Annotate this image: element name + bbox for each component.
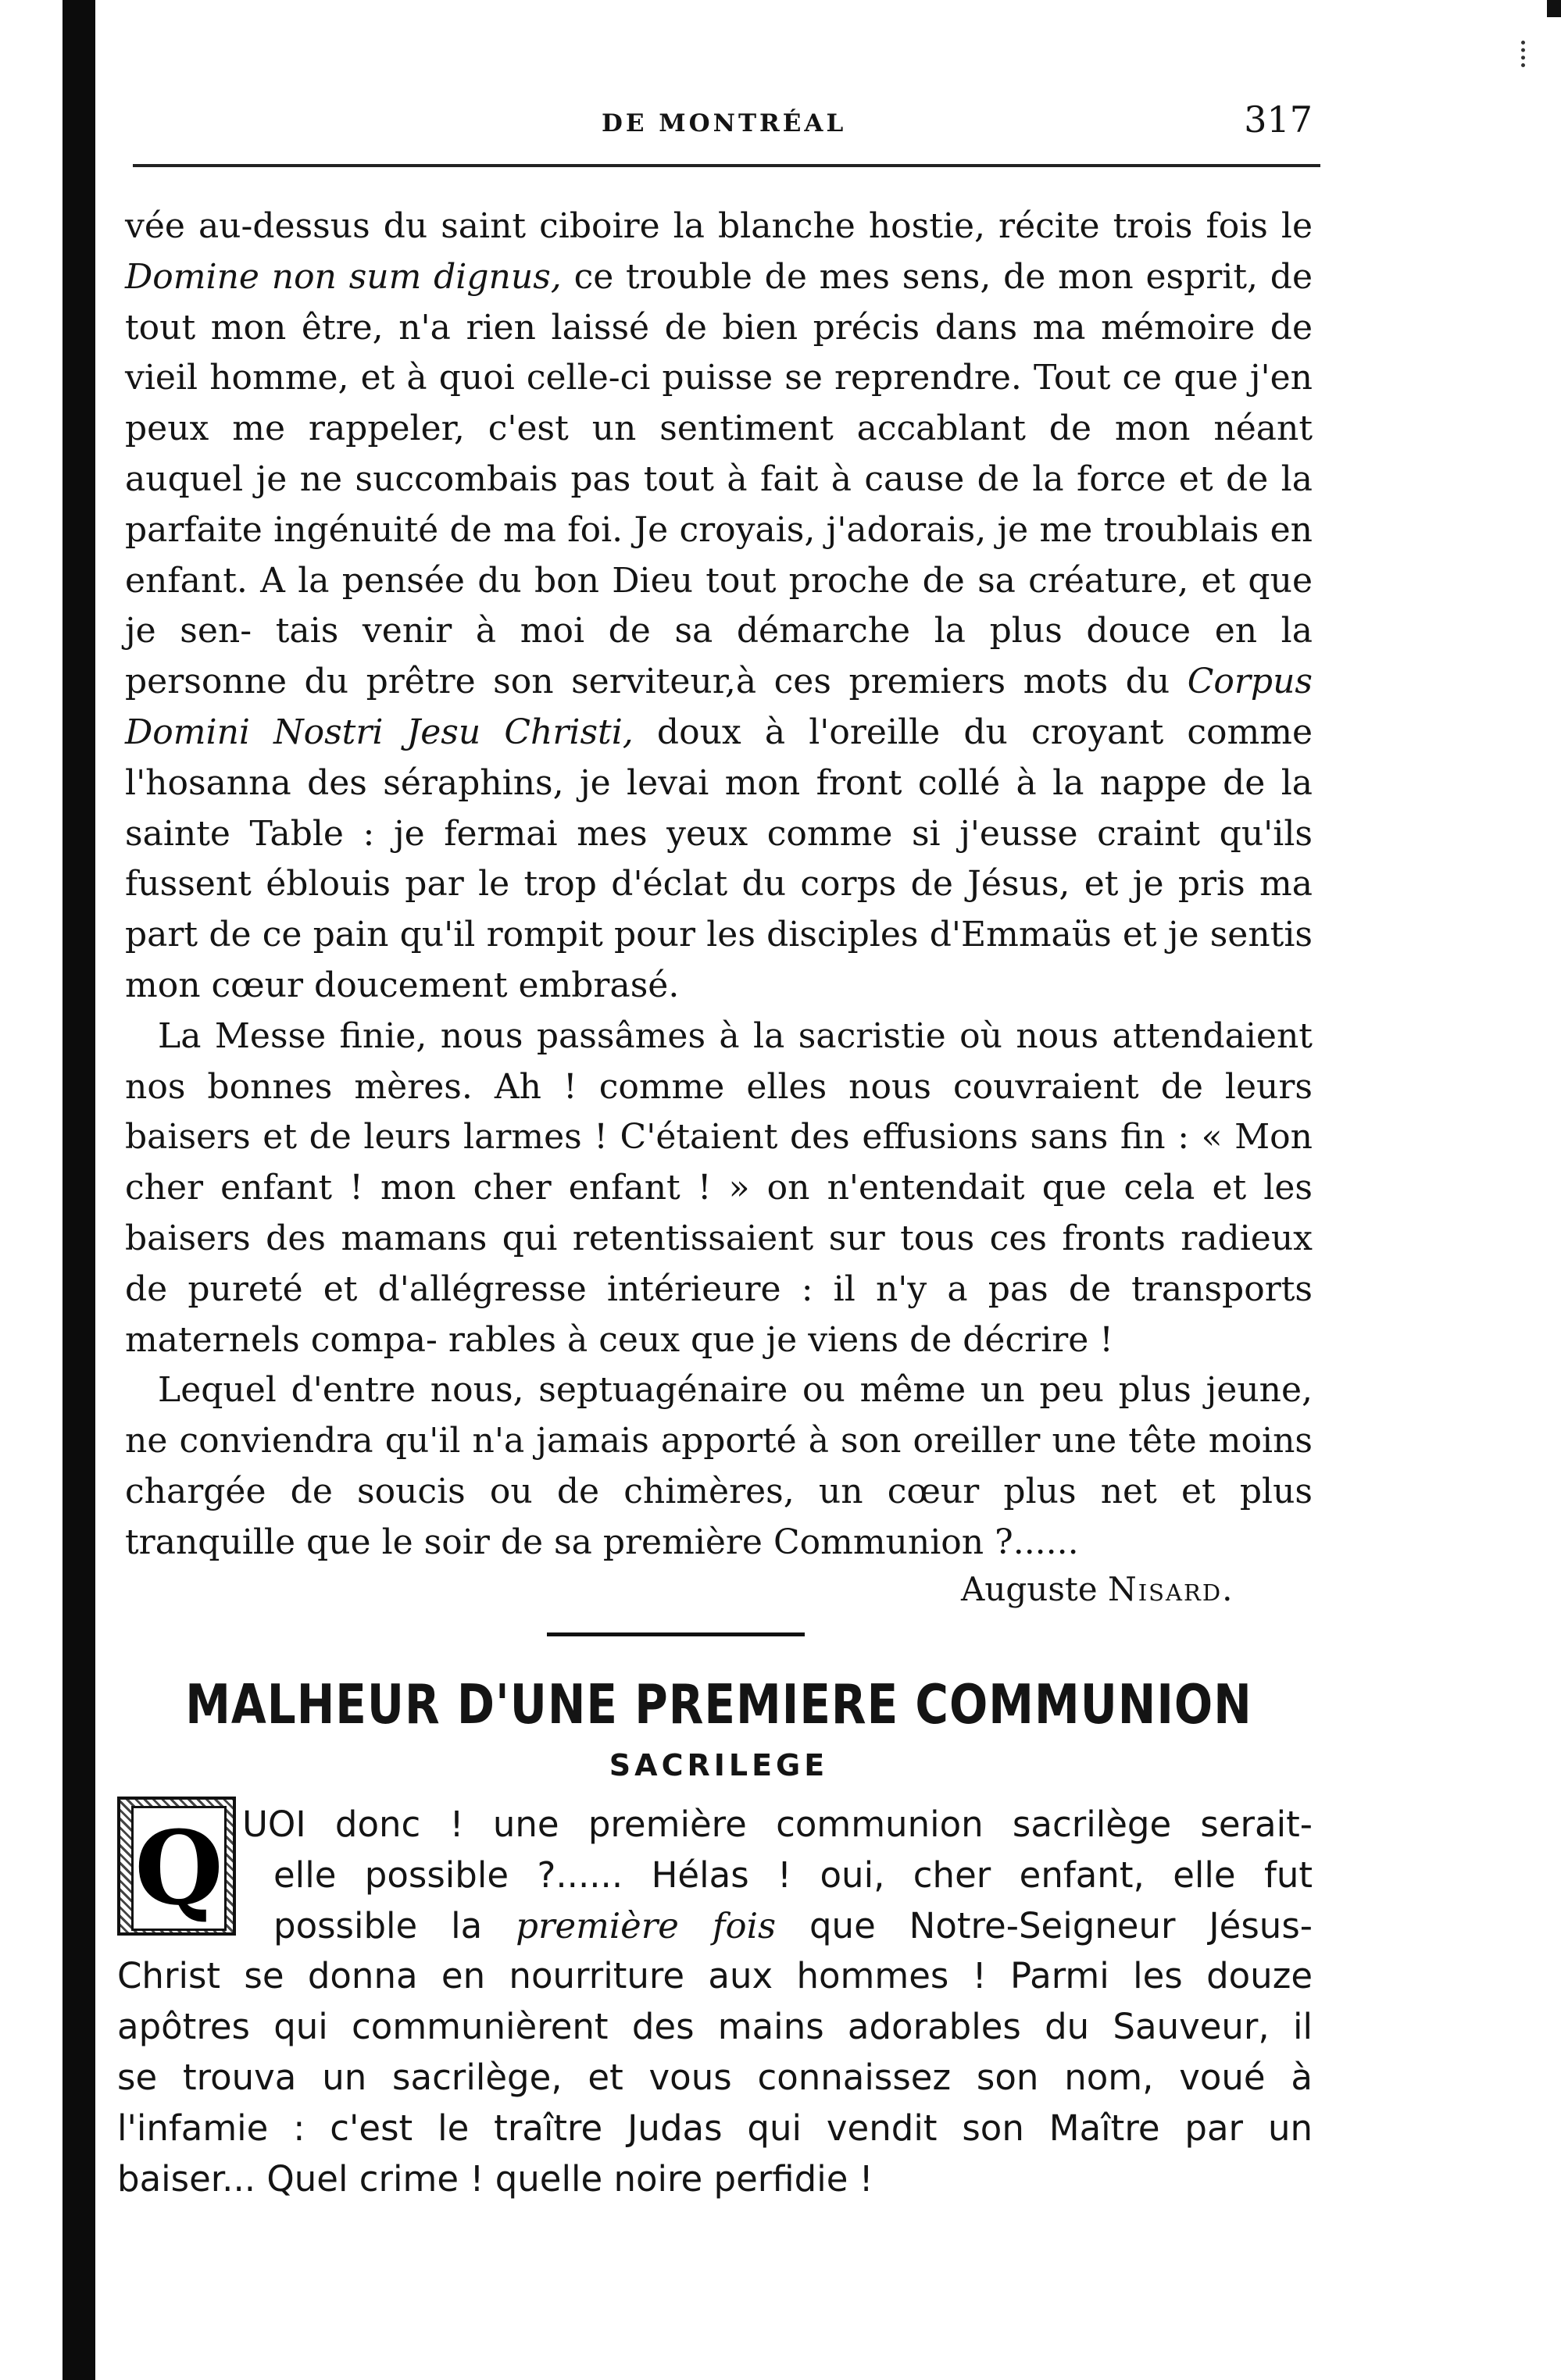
text-line: doux à l'oreille du croyant comme l'hosanna des séraphins, [125, 712, 1313, 803]
latin-phrase: Christi, [504, 712, 634, 752]
text-line [117, 1951, 1313, 2002]
text-line-content: l'infamie : c'est le traître Judas qui vendit son Maître par un [117, 2107, 1313, 2149]
text-line: ne conviendra qu'il n'a jamais apporté à son oreiller une tête moins [125, 1421, 1313, 1461]
author-signature [961, 1570, 1234, 1608]
text-line: et de leurs larmes ! C'étaient des effusions sans fin : « Mon cher [125, 1117, 1313, 1208]
text-line: chargée de soucis ou de chimères, un cœur plus net et plus tranquille [125, 1471, 1313, 1562]
text-line: enfant ! mon cher enfant ! » on n'entendait que cela et les baisers des [125, 1168, 1313, 1258]
author-first-name: Auguste [961, 1570, 1098, 1608]
text-line-content: apôtres qui communièrent des mains adorables du Sauveur, il [117, 2006, 1313, 2048]
text-line-content: que Notre-Seigneur Jésus- [776, 1904, 1313, 1946]
latin-phrase: Corpus Domini Nostri Jesu [125, 662, 1313, 752]
page-number: 317 [1244, 98, 1313, 141]
paragraph-1 [125, 202, 1313, 1012]
running-head: DE MONTRÉAL [602, 109, 847, 137]
section-body [117, 1800, 1313, 2204]
section-title: MALHEUR D'UNE PREMIERE COMMUNION [185, 1672, 1252, 1736]
text-line [117, 2154, 1313, 2205]
drop-cap-letter: Q [131, 1806, 227, 1931]
text-line [117, 2103, 1313, 2154]
text-line: ce trouble de mes sens, de mon esprit, de [561, 256, 1313, 297]
text-line [242, 1800, 1313, 1850]
text-line: tais venir à moi de sa démarche la plus douce en la personne du [125, 611, 1313, 702]
text-line [117, 2002, 1313, 2053]
section-subtitle: SACRILEGE [609, 1748, 829, 1782]
text-line: A la pensée du bon Dieu tout proche de sa créature, et que je sen- [125, 560, 1313, 651]
scan-edge-mark [1547, 0, 1561, 17]
section-divider [547, 1632, 805, 1636]
text-line: d'éclat du corps de Jésus, et je pris ma part de ce pain qu'il rompit [125, 864, 1313, 955]
text-line: embrasé. [518, 965, 680, 1005]
header-rule [133, 164, 1320, 167]
text-line-content: possible la [273, 1904, 516, 1946]
text-line: peux me rappeler, c'est un sentiment accablant de mon néant auquel [125, 409, 1313, 499]
text-line: nos bonnes mères. Ah ! comme elles nous couvraient de leurs baisers [125, 1066, 1313, 1158]
text-line: rables à ceux que je viens de décrire ! [448, 1319, 1113, 1360]
text-line-content: Christ se donna en nourriture aux hommes ! Parmi les douze [117, 1955, 1313, 1997]
text-line-content: UOI donc ! une première communion sacrilège serait- [242, 1804, 1313, 1845]
text-line-content: baiser... Quel crime ! quelle noire perfidie ! [117, 2157, 873, 2200]
text-line: ingénuité de ma foi. Je croyais, j'adorais, je me troublais en enfant. [125, 509, 1313, 601]
text-line: mes yeux comme si j'eusse craint qu'ils fussent éblouis par le trop [125, 813, 1313, 905]
text-line: prêtre son serviteur,à ces premiers mots du [366, 662, 1188, 702]
text-line-content: elle possible ?...... Hélas ! oui, cher enfant, elle fut [273, 1854, 1313, 1896]
paragraph-2 [125, 1012, 1313, 1366]
text-line: je levai mon front collé à la nappe de la sainte Table : je fermai [125, 762, 1313, 854]
page-header [125, 94, 1328, 156]
text-line: Lequel d'entre nous, septuagénaire ou même un peu plus jeune, [158, 1370, 1313, 1411]
text-line: que le soir de sa première Communion ?...... [306, 1522, 1079, 1562]
text-line: pour les disciples d'Emmaüs et je sentis mon cœur doucement [125, 915, 1313, 1005]
emphasis-phrase: première fois [516, 1904, 777, 1946]
text-line: mamans qui retentissaient sur tous ces fronts radieux de pureté et [125, 1218, 1313, 1309]
text-line: je ne succombais pas tout à fait à cause de la force et de la parfaite [125, 459, 1313, 550]
scan-edge-dots [1521, 41, 1530, 67]
paragraph-3 [125, 1365, 1313, 1568]
page-binding-edge [63, 0, 95, 2380]
main-text [125, 202, 1313, 1568]
text-line: tout mon être, n'a rien laissé de bien précis dans ma mémoire de [125, 307, 1313, 348]
text-line: La Messe finie, nous passâmes à la sacristie où nous attendaient [158, 1015, 1313, 1056]
text-line-content: se trouva un sacrilège, et vous connaissez son nom, voué à [117, 2056, 1313, 2098]
author-last-name: Nisard. [1107, 1570, 1234, 1608]
latin-phrase: Domine non sum dignus, [125, 256, 562, 297]
text-line [273, 1901, 1313, 1952]
text-line: vieil homme, et à quoi celle-ci puisse se reprendre. Tout ce que j'en [125, 358, 1313, 398]
text-line [117, 2053, 1313, 2103]
text-line: vée au-dessus du saint ciboire la blanche hostie, récite trois fois le [125, 206, 1313, 246]
text-line [273, 1850, 1313, 1901]
text-line: d'allégresse intérieure : il n'y a pas de transports maternels compa- [125, 1269, 1313, 1360]
